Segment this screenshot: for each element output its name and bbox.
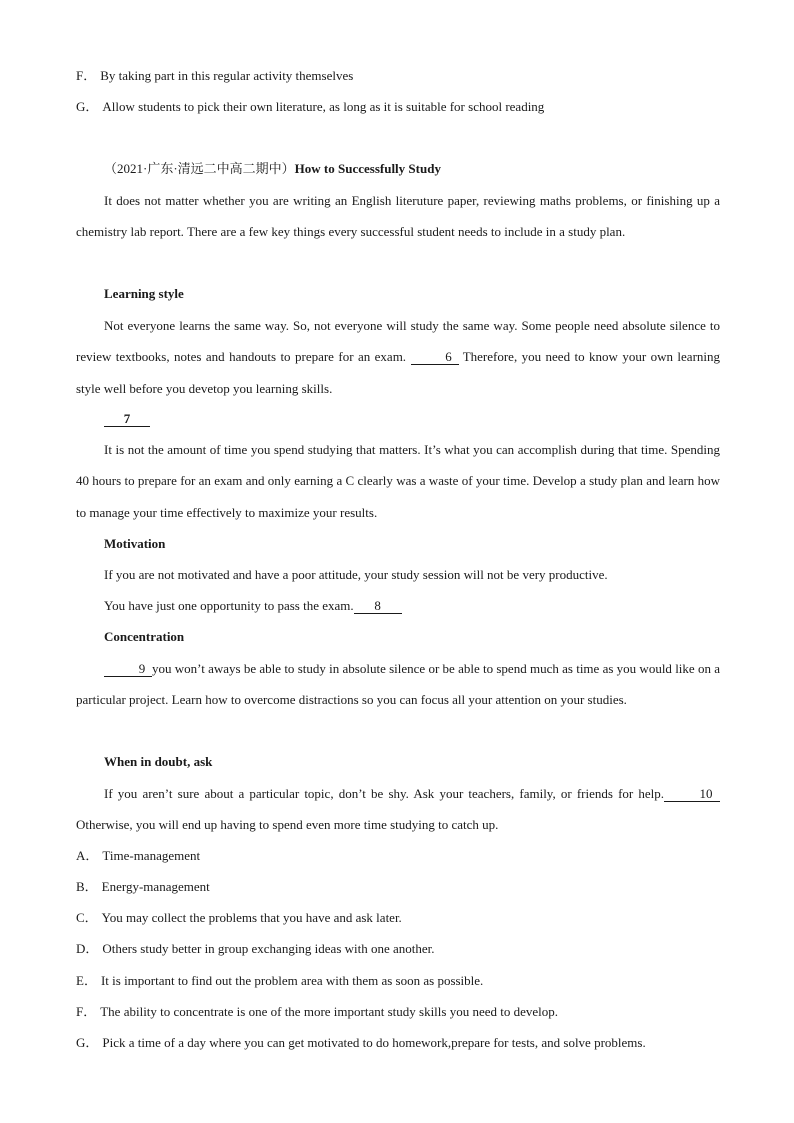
- blank-6: 6: [411, 349, 459, 365]
- option-d: D． Others study better in group exchanging ideas with one another.: [76, 941, 435, 956]
- intro-paragraph: It does not matter whether you are writing an English literuture paper, reviewing maths problems, or finishing up a chemistry lab report. There are a few key things every successful student needs to include in a study plan.: [76, 193, 720, 240]
- prev-option-g: G． Allow students to pick their own literature, as long as it is suitable for school reading: [76, 99, 545, 114]
- prev-option-f: F． By taking part in this regular activity themselves: [76, 68, 354, 83]
- heading-learning-style: Learning style: [104, 286, 184, 301]
- concentration-paragraph: 9 you won’t aways be able to study in absolute silence or be able to spend much as time as you would like on a particular project. Learn how to overcome distractions so you can focus all your attention on your studies.: [76, 661, 720, 708]
- doubt-paragraph: If you aren’t sure about a particular topic, don’t be shy. Ask your teachers, family, or friends for help. 10Otherwise, you will end up having to spend even more time studying to catch up.: [76, 778, 720, 841]
- passage-title: （2021·广东·清远二中高二期中）How to Successfully Study: [104, 161, 441, 176]
- heading-motivation: Motivation: [104, 536, 166, 551]
- blank-9: 9: [104, 661, 152, 677]
- option-f: F． The ability to concentrate is one of the more important study skills you need to develop.: [76, 1004, 559, 1019]
- option-e: E． It is important to find out the problem area with them as soon as possible.: [76, 973, 484, 988]
- time-paragraph: It is not the amount of time you spend studying that matters. It’s what you can accomplish during that time. Spending 40 hours to prepare for an exam and only earning a C clearly was a waste of your time. Develop a study plan and learn how to manage your time effectively to maximize your results.: [76, 442, 720, 520]
- learning-style-paragraph: Not everyone learns the same way. So, not everyone will study the same way. Some people need absolute silence to review textbooks, notes and handouts to prepare for an exam. 6 Therefore, you need to know your own learning style well before you devetop you learning skills.: [76, 318, 721, 396]
- blank-7: 7: [104, 411, 150, 427]
- option-a: A． Time-management: [76, 848, 201, 863]
- heading-concentration: Concentration: [104, 629, 185, 644]
- option-b: B． Energy-management: [76, 879, 210, 894]
- heading-when-in-doubt: When in doubt, ask: [104, 754, 213, 769]
- option-g: G． Pick a time of a day where you can get motivated to do homework,prepare for tests, and solve problems.: [76, 1035, 646, 1050]
- heading-blank-7: [104, 410, 150, 428]
- blank-10: 10: [664, 786, 720, 802]
- motivation-line-2: You have just one opportunity to pass the exam. 8: [104, 597, 402, 615]
- motivation-line-1: If you are not motivated and have a poor attitude, your study session will not be very productive.: [104, 567, 608, 582]
- blank-8: 8: [354, 598, 402, 614]
- option-c: C． You may collect the problems that you have and ask later.: [76, 910, 402, 925]
